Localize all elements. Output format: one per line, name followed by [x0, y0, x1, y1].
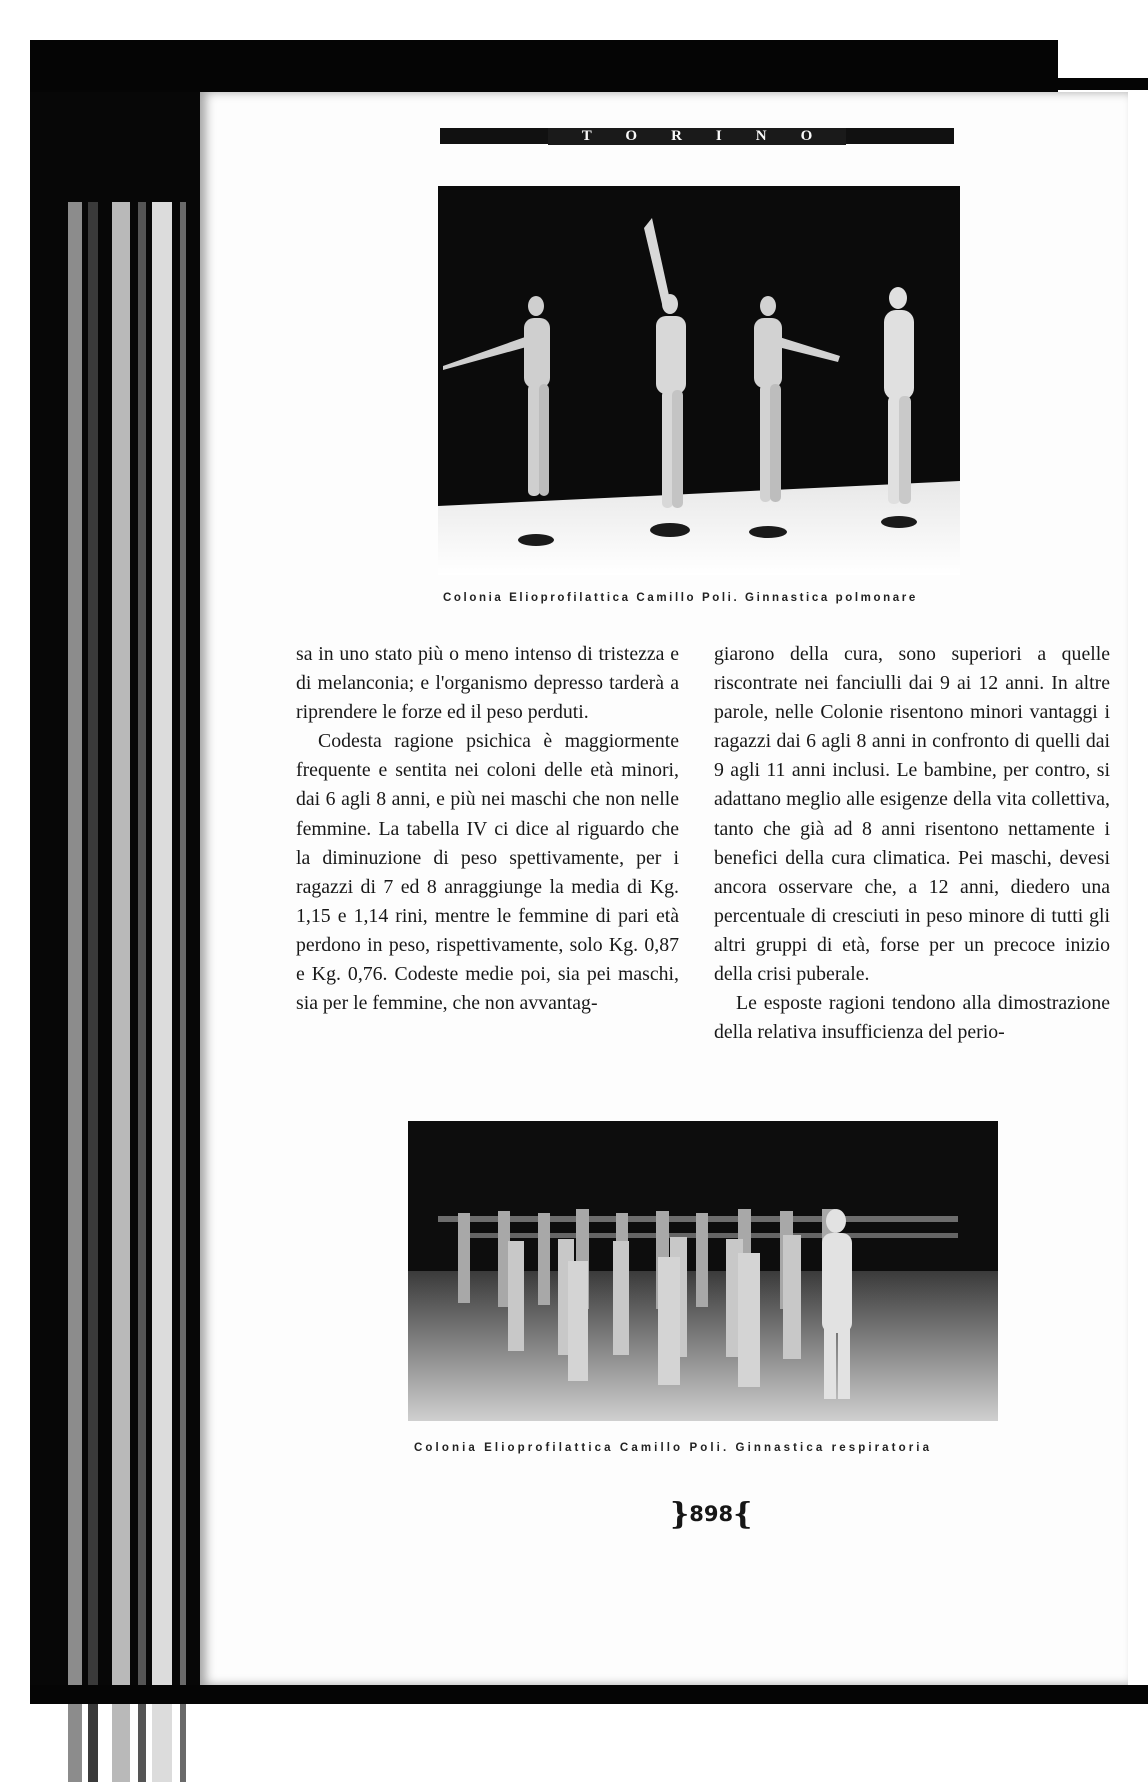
figure-photo-ginnastica-polmonare — [438, 186, 960, 575]
page-number-value: 898 — [689, 1502, 734, 1526]
text-column-left — [296, 640, 679, 1018]
text-column-right — [714, 640, 1110, 1047]
paragraph: Codesta ragione psichica è maggiormente frequente e sentita nei coloni delle età minori, dai 6 agli 8 anni, e più nei maschi che non nelle femmine. La tabella IV ci dice al riguardo che la diminuzione di peso spettivamente, per i ragazzi di 7 ed 8 anraggiunge la media di Kg. 1,15 e 1,14 rini, mentre le femmine di pari età perdono in peso, rispettivamente, solo Kg. 0,87 e Kg. 0,76. Codeste medie poi, sia pei maschi, sia per le femmine, che non avvantag- — [296, 730, 679, 1015]
figure-caption-2: Colonia Elioprofilattica Camillo Poli. Ginnastica respiratoria — [414, 1442, 933, 1454]
figure-photo-ginnastica-respiratoria — [408, 1121, 998, 1421]
figure-caption-1: Colonia Elioprofilattica Camillo Poli. Ginnastica polmonare — [443, 592, 918, 604]
page-number — [670, 1497, 752, 1532]
running-head — [440, 128, 954, 144]
folio-brace-right: { — [733, 1497, 753, 1532]
scan-border-bottom — [30, 1685, 1148, 1704]
folio-brace-left: } — [670, 1497, 690, 1532]
scan-border-top-right — [1058, 78, 1148, 90]
scan-border-left — [30, 92, 200, 1696]
paragraph: Le esposte ragioni tendono alla dimostrazione della relativa insufficienza del perio- — [714, 992, 1110, 1044]
paragraph: giarono della cura, sono superiori a quelle riscontrate nei fanciulli dai 9 ai 12 anni. In altre parole, nelle Colonie risentono minori vantaggi i ragazzi dai 6 agli 8 anni in confronto di quelli dai 9 agli 11 anni inclusi. Le bambine, per contro, si adattano meglio alle esigenze della vita collettiva, tanto che già ad 8 anni risentono nettamente i benefici della cura climatica. Pei maschi, devesi ancora osservare che, a 12 anni, diedero una percentuale di cresciuti in peso minore di tutti gli altri gruppi di età, forse per un precoce inizio della crisi puberale. — [714, 643, 1110, 986]
running-head-title: TORINO — [548, 128, 847, 145]
scan-border-top — [30, 40, 1058, 92]
paragraph: sa in uno stato più o meno intenso di tristezza e di melanconia; e l'organismo depresso tarderà a riprendere le forze ed il peso perduti. — [296, 643, 679, 724]
